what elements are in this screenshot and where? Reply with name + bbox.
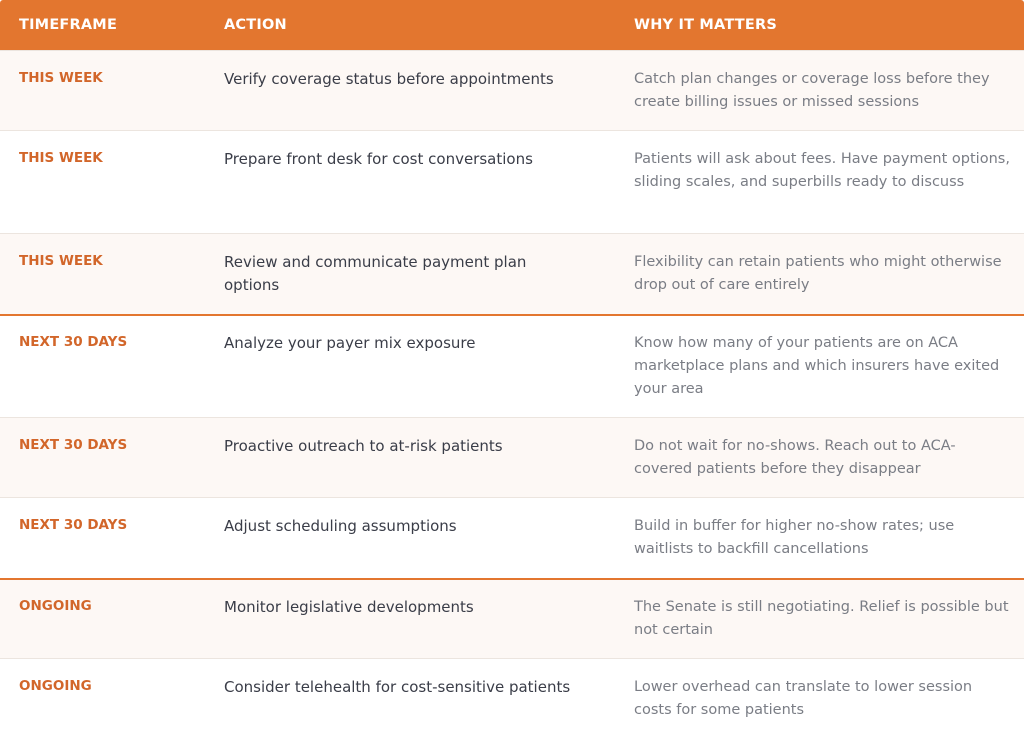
why-cell: Lower overhead can translate to lower session costs for some patients bbox=[634, 679, 973, 718]
table-row bbox=[0, 50, 1024, 130]
timeframe-cell: THIS WEEK bbox=[19, 253, 103, 269]
why-cell: Catch plan changes or coverage loss before they create billing issues or missed sessions bbox=[634, 71, 990, 110]
why-cell: Build in buffer for higher no-show rates; use waitlists to backfill cancellations bbox=[634, 518, 955, 557]
action-cell: Verify coverage status before appointments bbox=[224, 70, 554, 88]
why-cell: Patients will ask about fees. Have payment options, sliding scales, and superbills ready to discuss bbox=[634, 151, 1010, 190]
table-row bbox=[0, 233, 1024, 314]
action-cell: Review and communicate payment plan options bbox=[224, 253, 527, 294]
header-timeframe: TIMEFRAME bbox=[19, 17, 118, 33]
timeframe-cell: THIS WEEK bbox=[19, 70, 103, 86]
action-cell: Consider telehealth for cost-sensitive patients bbox=[224, 678, 571, 696]
why-cell: Know how many of your patients are on ACA marketplace plans and which insurers have exited your area bbox=[634, 335, 1000, 397]
table-row bbox=[0, 417, 1024, 497]
action-cell: Prepare front desk for cost conversations bbox=[224, 150, 533, 168]
table-row bbox=[0, 658, 1024, 741]
header-action: ACTION bbox=[224, 17, 287, 33]
timeframe-cell: ONGOING bbox=[19, 678, 92, 694]
timeframe-cell: ONGOING bbox=[19, 598, 92, 614]
action-cell: Proactive outreach to at-risk patients bbox=[224, 437, 503, 455]
timeframe-cell: NEXT 30 DAYS bbox=[19, 334, 128, 350]
timeframe-cell: NEXT 30 DAYS bbox=[19, 517, 128, 533]
table-row bbox=[0, 578, 1024, 658]
table-row bbox=[0, 130, 1024, 233]
action-cell: Analyze your payer mix exposure bbox=[224, 334, 476, 352]
action-cell: Adjust scheduling assumptions bbox=[224, 517, 457, 535]
table-row bbox=[0, 314, 1024, 417]
why-cell: Do not wait for no-shows. Reach out to ACA-covered patients before they disappear bbox=[634, 438, 956, 477]
header-why-it-matters: WHY IT MATTERS bbox=[634, 17, 777, 33]
timeframe-cell: NEXT 30 DAYS bbox=[19, 437, 128, 453]
action-cell: Monitor legislative developments bbox=[224, 598, 474, 616]
why-cell: The Senate is still negotiating. Relief is possible but not certain bbox=[634, 599, 1009, 638]
table-row bbox=[0, 497, 1024, 578]
timeframe-cell: THIS WEEK bbox=[19, 150, 103, 166]
why-cell: Flexibility can retain patients who might otherwise drop out of care entirely bbox=[634, 254, 1002, 293]
table-header bbox=[0, 0, 1024, 50]
